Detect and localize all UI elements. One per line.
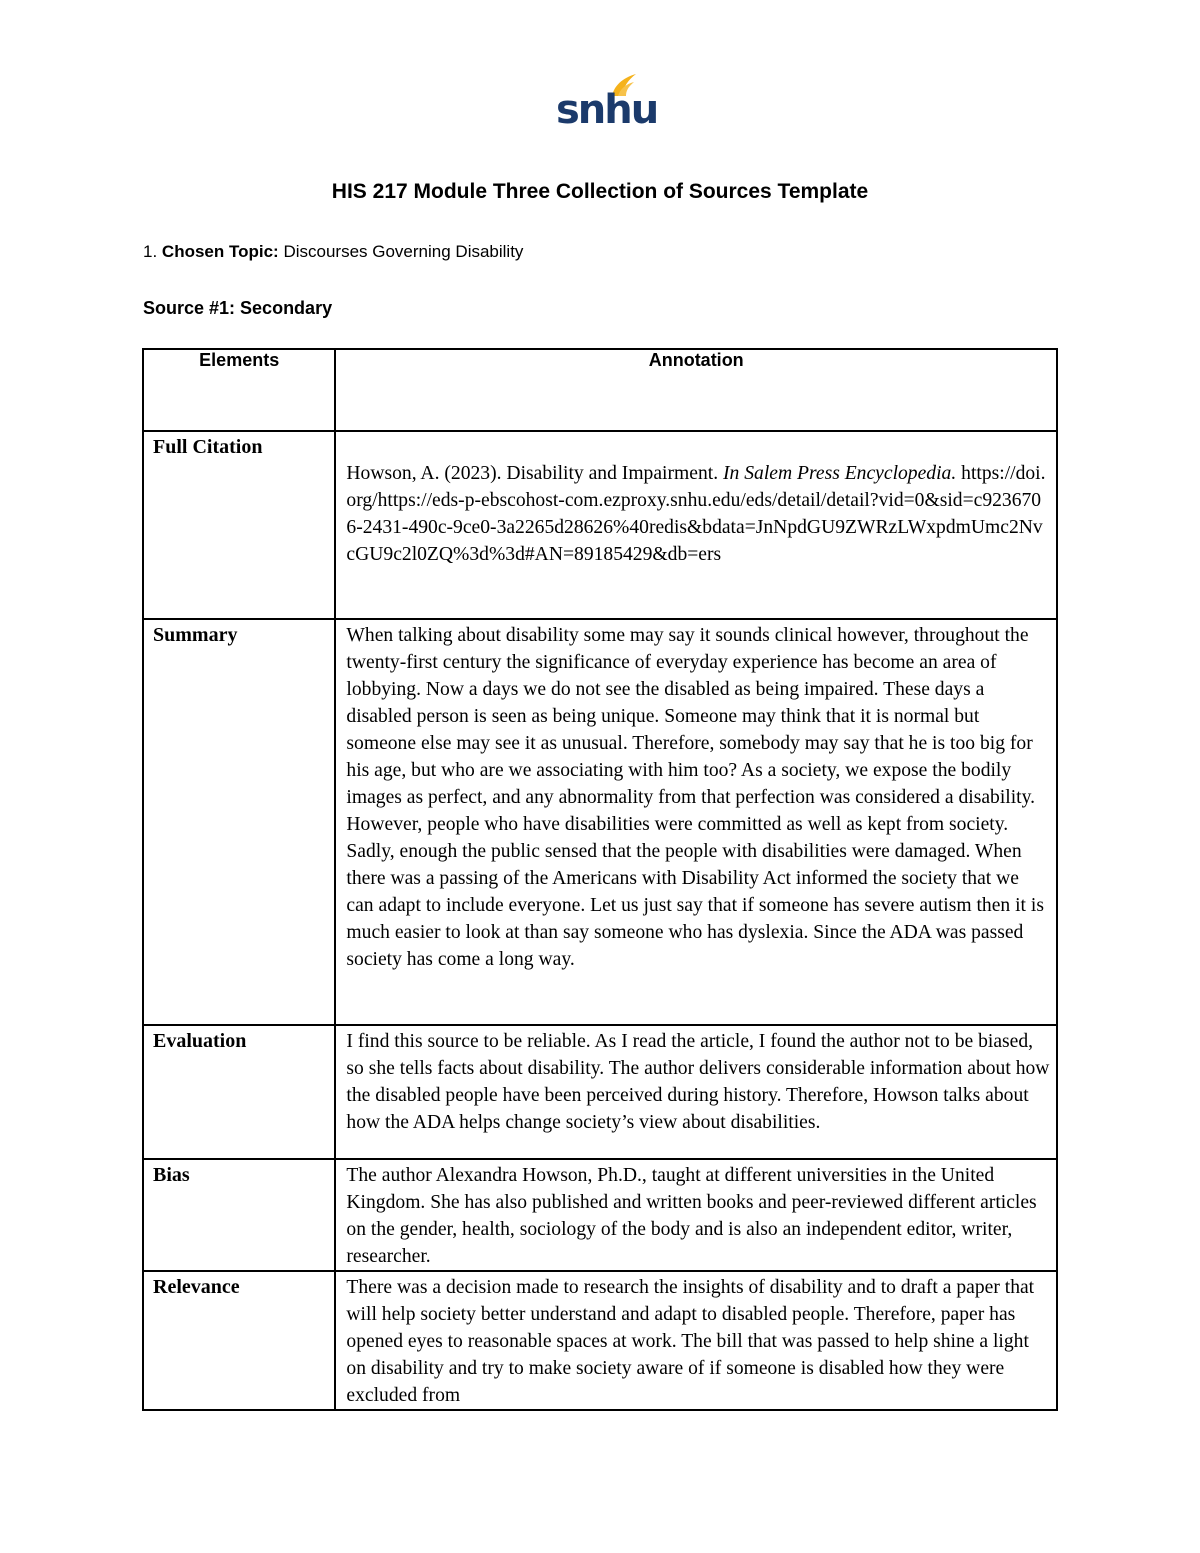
document-title: HIS 217 Module Three Collection of Sources Template: [331, 180, 869, 203]
header-elements: Elements: [143, 349, 335, 431]
table-header-row: [143, 349, 1057, 431]
evaluation-text: I find this source to be reliable. As I read the article, I found the author not to be biased, so she tells facts about disability. The author delivers considerable information about how the disabled people have been perceived during history. Therefore, Howson talks about how the ADA helps change society’s view about disabilities.: [335, 1025, 1057, 1159]
source-heading: Source #1: Secondary: [143, 298, 333, 318]
relevance-label: Relevance: [143, 1271, 335, 1410]
chosen-topic: [143, 242, 523, 262]
citation-label: Full Citation: [143, 431, 335, 619]
table-row: [143, 619, 1057, 1025]
snhu-logo: [556, 72, 658, 136]
topic-label: Chosen Topic:: [161, 242, 279, 261]
topic-number: 1.: [143, 242, 158, 261]
topic-value: Discourses Governing Disability: [283, 242, 524, 261]
bias-text: The author Alexandra Howson, Ph.D., taught at different universities in the United Kingdom. She has also published and written books and peer-reviewed different articles on the gender, health, sociology of the body and is also an independent editor, writer, researcher.: [335, 1159, 1057, 1271]
table-row: [143, 1159, 1057, 1271]
table-row: [143, 1025, 1057, 1159]
citation-author: Howson, A. (2023). Disability and Impairment.: [346, 463, 723, 484]
logo-wordmark: snhu: [556, 87, 658, 133]
citation-source: In Salem Press Encyclopedia.: [723, 463, 957, 484]
relevance-text: There was a decision made to research the insights of disability and to draft a paper that will help society better understand and adapt to disabled people. Therefore, paper has opened eyes to reasonable spaces at work. The bill that was passed to help shine a light on disability and try to make society aware of if someone is disabled how they were excluded from: [335, 1271, 1057, 1410]
citation-url[interactable]: https://doi.org/https://eds-p-ebscohost-com.ezproxy.snhu.edu/eds/detail/detail?vid=0&sid=c9236706-2431-490c-9ce0-3a2265d28626%40redis&bdata=JnNpdGU9ZWRzLWxpdmUmc2NvcGU9c2l0ZQ%3d%3d#AN=89185429&db=ers: [346, 463, 1046, 565]
bias-label: Bias: [143, 1159, 335, 1271]
citation-text: [335, 431, 1057, 619]
sources-table: [142, 348, 1058, 1411]
evaluation-label: Evaluation: [143, 1025, 335, 1159]
table-row: [143, 431, 1057, 619]
summary-text: When talking about disability some may say it sounds clinical however, throughout the twenty-first century the significance of everyday experience has become an area of lobbying. Now a days we do not see the disabled as being impaired. These days a disabled person is seen as being unique. Someone may think that it is normal but someone else may see it as unusual. Therefore, somebody may say that he is too big for his age, but who are we associating with him too? As a society, we expose the bodily images as perfect, and any abnormality from that perfection was considered a disability. However, people who have disabilities were committed as well as kept from society. Sadly, enough the public sensed that the people with disabilities were damaged. When there was a passing of the Americans with Disability Act informed the society that we can adapt to include everyone. Let us just say that if someone has severe autism then it is much easier to look at than say someone who has dyslexia. Since the ADA was passed society has come a long way.: [335, 619, 1057, 1025]
table-row: [143, 1271, 1057, 1410]
summary-label: Summary: [143, 619, 335, 1025]
header-annotation: Annotation: [335, 349, 1057, 431]
